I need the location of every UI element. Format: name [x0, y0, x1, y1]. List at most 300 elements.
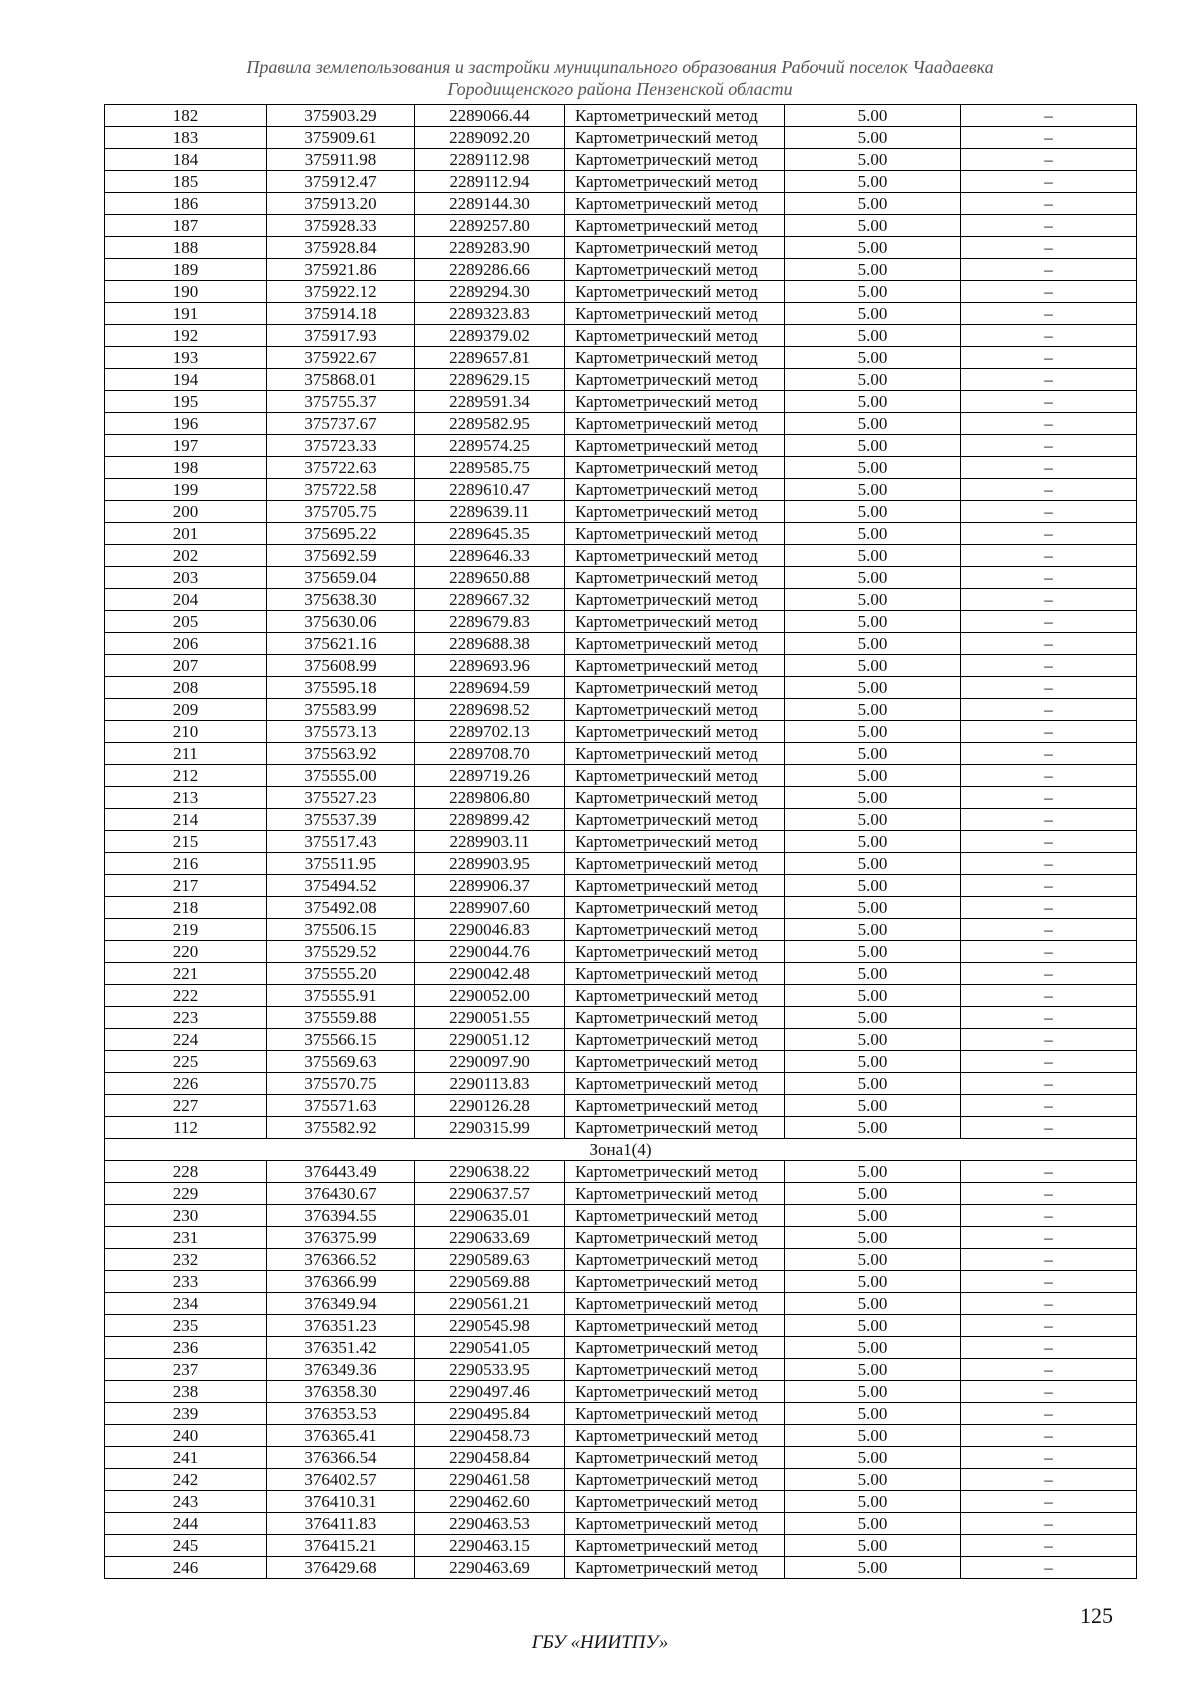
method-cell: Картометрический метод [565, 809, 785, 831]
accuracy-cell: 5.00 [785, 1337, 961, 1359]
table-row [105, 237, 1137, 259]
accuracy-cell: 5.00 [785, 215, 961, 237]
point-number-cell: 211 [105, 743, 267, 765]
accuracy-cell: 5.00 [785, 523, 961, 545]
point-number-cell: 214 [105, 809, 267, 831]
y-coordinate-cell: 2290126.28 [415, 1095, 565, 1117]
y-coordinate-cell: 2290046.83 [415, 919, 565, 941]
method-cell: Картометрический метод [565, 1117, 785, 1139]
point-number-cell: 234 [105, 1293, 267, 1315]
accuracy-cell: 5.00 [785, 237, 961, 259]
table-row [105, 127, 1137, 149]
accuracy-cell: 5.00 [785, 941, 961, 963]
point-number-cell: 245 [105, 1535, 267, 1557]
accuracy-cell: 5.00 [785, 281, 961, 303]
note-cell: – [961, 699, 1137, 721]
y-coordinate-cell: 2289679.83 [415, 611, 565, 633]
x-coordinate-cell: 376353.53 [267, 1403, 415, 1425]
note-cell: – [961, 325, 1137, 347]
accuracy-cell: 5.00 [785, 193, 961, 215]
table-row [105, 1513, 1137, 1535]
table-row [105, 633, 1137, 655]
x-coordinate-cell: 375595.18 [267, 677, 415, 699]
method-cell: Картометрический метод [565, 1293, 785, 1315]
point-number-cell: 213 [105, 787, 267, 809]
table-row [105, 787, 1137, 809]
x-coordinate-cell: 375695.22 [267, 523, 415, 545]
note-cell: – [961, 281, 1137, 303]
method-cell: Картометрический метод [565, 985, 785, 1007]
method-cell: Картометрический метод [565, 831, 785, 853]
accuracy-cell: 5.00 [785, 567, 961, 589]
method-cell: Картометрический метод [565, 1161, 785, 1183]
y-coordinate-cell: 2289112.94 [415, 171, 565, 193]
table-row [105, 677, 1137, 699]
accuracy-cell: 5.00 [785, 1425, 961, 1447]
y-coordinate-cell: 2289112.98 [415, 149, 565, 171]
note-cell: – [961, 1029, 1137, 1051]
x-coordinate-cell: 375555.00 [267, 765, 415, 787]
method-cell: Картометрический метод [565, 1271, 785, 1293]
table-row [105, 963, 1137, 985]
table-row [105, 919, 1137, 941]
point-number-cell: 190 [105, 281, 267, 303]
point-number-cell: 209 [105, 699, 267, 721]
accuracy-cell: 5.00 [785, 105, 961, 127]
x-coordinate-cell: 376375.99 [267, 1227, 415, 1249]
table-row [105, 281, 1137, 303]
x-coordinate-cell: 375638.30 [267, 589, 415, 611]
note-cell: – [961, 919, 1137, 941]
x-coordinate-cell: 375928.84 [267, 237, 415, 259]
y-coordinate-cell: 2289650.88 [415, 567, 565, 589]
method-cell: Картометрический метод [565, 1051, 785, 1073]
x-coordinate-cell: 375559.88 [267, 1007, 415, 1029]
note-cell: – [961, 457, 1137, 479]
accuracy-cell: 5.00 [785, 1227, 961, 1249]
y-coordinate-cell: 2289629.15 [415, 369, 565, 391]
y-coordinate-cell: 2290463.69 [415, 1557, 565, 1579]
table-row [105, 193, 1137, 215]
method-cell: Картометрический метод [565, 149, 785, 171]
table-row [105, 457, 1137, 479]
method-cell: Картометрический метод [565, 875, 785, 897]
method-cell: Картометрический метод [565, 567, 785, 589]
y-coordinate-cell: 2290052.00 [415, 985, 565, 1007]
method-cell: Картометрический метод [565, 963, 785, 985]
y-coordinate-cell: 2290458.73 [415, 1425, 565, 1447]
note-cell: – [961, 435, 1137, 457]
method-cell: Картометрический метод [565, 1205, 785, 1227]
y-coordinate-cell: 2290051.55 [415, 1007, 565, 1029]
table-row [105, 1557, 1137, 1579]
x-coordinate-cell: 376443.49 [267, 1161, 415, 1183]
x-coordinate-cell: 376349.94 [267, 1293, 415, 1315]
note-cell: – [961, 985, 1137, 1007]
point-number-cell: 202 [105, 545, 267, 567]
point-number-cell: 216 [105, 853, 267, 875]
note-cell: – [961, 875, 1137, 897]
point-number-cell: 203 [105, 567, 267, 589]
note-cell: – [961, 1381, 1137, 1403]
x-coordinate-cell: 375912.47 [267, 171, 415, 193]
y-coordinate-cell: 2289323.83 [415, 303, 565, 325]
note-cell: – [961, 1491, 1137, 1513]
y-coordinate-cell: 2289657.81 [415, 347, 565, 369]
point-number-cell: 207 [105, 655, 267, 677]
method-cell: Картометрический метод [565, 611, 785, 633]
y-coordinate-cell: 2290051.12 [415, 1029, 565, 1051]
method-cell: Картометрический метод [565, 1535, 785, 1557]
accuracy-cell: 5.00 [785, 831, 961, 853]
note-cell: – [961, 1315, 1137, 1337]
note-cell: – [961, 1007, 1137, 1029]
table-row [105, 1359, 1137, 1381]
y-coordinate-cell: 2290541.05 [415, 1337, 565, 1359]
method-cell: Картометрический метод [565, 699, 785, 721]
x-coordinate-cell: 375909.61 [267, 127, 415, 149]
accuracy-cell: 5.00 [785, 1073, 961, 1095]
point-number-cell: 241 [105, 1447, 267, 1469]
x-coordinate-cell: 376358.30 [267, 1381, 415, 1403]
y-coordinate-cell: 2289574.25 [415, 435, 565, 457]
table-row [105, 215, 1137, 237]
method-cell: Картометрический метод [565, 633, 785, 655]
point-number-cell: 215 [105, 831, 267, 853]
method-cell: Картометрический метод [565, 941, 785, 963]
note-cell: – [961, 413, 1137, 435]
x-coordinate-cell: 375555.20 [267, 963, 415, 985]
y-coordinate-cell: 2290097.90 [415, 1051, 565, 1073]
note-cell: – [961, 1513, 1137, 1535]
method-cell: Картометрический метод [565, 765, 785, 787]
table-row [105, 171, 1137, 193]
method-cell: Картометрический метод [565, 303, 785, 325]
accuracy-cell: 5.00 [785, 1117, 961, 1139]
method-cell: Картометрический метод [565, 721, 785, 743]
point-number-cell: 240 [105, 1425, 267, 1447]
table-row [105, 1117, 1137, 1139]
x-coordinate-cell: 376349.36 [267, 1359, 415, 1381]
accuracy-cell: 5.00 [785, 1095, 961, 1117]
accuracy-cell: 5.00 [785, 787, 961, 809]
accuracy-cell: 5.00 [785, 853, 961, 875]
point-number-cell: 235 [105, 1315, 267, 1337]
point-number-cell: 233 [105, 1271, 267, 1293]
table-row [105, 1447, 1137, 1469]
y-coordinate-cell: 2289144.30 [415, 193, 565, 215]
header-line-1: Правила землепользования и застройки муниципального образования Рабочий поселок Чаадаевка [246, 57, 994, 77]
x-coordinate-cell: 375563.92 [267, 743, 415, 765]
note-cell: – [961, 1337, 1137, 1359]
note-cell: – [961, 215, 1137, 237]
point-number-cell: 228 [105, 1161, 267, 1183]
y-coordinate-cell: 2289708.70 [415, 743, 565, 765]
accuracy-cell: 5.00 [785, 919, 961, 941]
accuracy-cell: 5.00 [785, 897, 961, 919]
note-cell: – [961, 1469, 1137, 1491]
method-cell: Картометрический метод [565, 919, 785, 941]
accuracy-cell: 5.00 [785, 325, 961, 347]
table-row [105, 1095, 1137, 1117]
note-cell: – [961, 369, 1137, 391]
method-cell: Картометрический метод [565, 787, 785, 809]
point-number-cell: 227 [105, 1095, 267, 1117]
note-cell: – [961, 171, 1137, 193]
y-coordinate-cell: 2289582.95 [415, 413, 565, 435]
method-cell: Картометрический метод [565, 1073, 785, 1095]
x-coordinate-cell: 375492.08 [267, 897, 415, 919]
method-cell: Картометрический метод [565, 501, 785, 523]
accuracy-cell: 5.00 [785, 171, 961, 193]
coordinates-table [104, 104, 1137, 1579]
accuracy-cell: 5.00 [785, 963, 961, 985]
accuracy-cell: 5.00 [785, 809, 961, 831]
note-cell: – [961, 545, 1137, 567]
table-row [105, 1073, 1137, 1095]
x-coordinate-cell: 375705.75 [267, 501, 415, 523]
y-coordinate-cell: 2290042.48 [415, 963, 565, 985]
x-coordinate-cell: 375555.91 [267, 985, 415, 1007]
x-coordinate-cell: 375494.52 [267, 875, 415, 897]
point-number-cell: 182 [105, 105, 267, 127]
accuracy-cell: 5.00 [785, 369, 961, 391]
table-row [105, 1293, 1137, 1315]
accuracy-cell: 5.00 [785, 721, 961, 743]
accuracy-cell: 5.00 [785, 765, 961, 787]
method-cell: Картометрический метод [565, 127, 785, 149]
y-coordinate-cell: 2289286.66 [415, 259, 565, 281]
y-coordinate-cell: 2290561.21 [415, 1293, 565, 1315]
accuracy-cell: 5.00 [785, 677, 961, 699]
accuracy-cell: 5.00 [785, 1205, 961, 1227]
x-coordinate-cell: 376366.99 [267, 1271, 415, 1293]
method-cell: Картометрический метод [565, 897, 785, 919]
note-cell: – [961, 1183, 1137, 1205]
method-cell: Картометрический метод [565, 1359, 785, 1381]
note-cell: – [961, 105, 1137, 127]
y-coordinate-cell: 2289639.11 [415, 501, 565, 523]
x-coordinate-cell: 376365.41 [267, 1425, 415, 1447]
table-row [105, 523, 1137, 545]
table-row [105, 1161, 1137, 1183]
x-coordinate-cell: 376415.21 [267, 1535, 415, 1557]
x-coordinate-cell: 375911.98 [267, 149, 415, 171]
table-row [105, 1271, 1137, 1293]
table-row [105, 743, 1137, 765]
note-cell: – [961, 1535, 1137, 1557]
y-coordinate-cell: 2289906.37 [415, 875, 565, 897]
note-cell: – [961, 237, 1137, 259]
method-cell: Картометрический метод [565, 325, 785, 347]
accuracy-cell: 5.00 [785, 259, 961, 281]
note-cell: – [961, 149, 1137, 171]
y-coordinate-cell: 2289719.26 [415, 765, 565, 787]
accuracy-cell: 5.00 [785, 457, 961, 479]
y-coordinate-cell: 2289294.30 [415, 281, 565, 303]
method-cell: Картометрический метод [565, 545, 785, 567]
table-row [105, 831, 1137, 853]
accuracy-cell: 5.00 [785, 875, 961, 897]
table-row [105, 567, 1137, 589]
zone-label: Зона1(4) [105, 1139, 1137, 1161]
point-number-cell: 200 [105, 501, 267, 523]
table-row [105, 1315, 1137, 1337]
x-coordinate-cell: 375722.58 [267, 479, 415, 501]
method-cell: Картометрический метод [565, 853, 785, 875]
y-coordinate-cell: 2289693.96 [415, 655, 565, 677]
method-cell: Картометрический метод [565, 193, 785, 215]
y-coordinate-cell: 2290533.95 [415, 1359, 565, 1381]
accuracy-cell: 5.00 [785, 479, 961, 501]
point-number-cell: 243 [105, 1491, 267, 1513]
table-row [105, 1051, 1137, 1073]
method-cell: Картометрический метод [565, 413, 785, 435]
header-line-2: Городищенского района Пензенской области [447, 79, 793, 99]
point-number-cell: 192 [105, 325, 267, 347]
note-cell: – [961, 1293, 1137, 1315]
point-number-cell: 194 [105, 369, 267, 391]
table-row [105, 765, 1137, 787]
x-coordinate-cell: 375922.12 [267, 281, 415, 303]
method-cell: Картометрический метод [565, 435, 785, 457]
y-coordinate-cell: 2289688.38 [415, 633, 565, 655]
method-cell: Картометрический метод [565, 105, 785, 127]
method-cell: Картометрический метод [565, 1227, 785, 1249]
x-coordinate-cell: 375917.93 [267, 325, 415, 347]
table-row [105, 545, 1137, 567]
note-cell: – [961, 831, 1137, 853]
y-coordinate-cell: 2289702.13 [415, 721, 565, 743]
note-cell: – [961, 655, 1137, 677]
method-cell: Картометрический метод [565, 479, 785, 501]
table-row [105, 721, 1137, 743]
note-cell: – [961, 765, 1137, 787]
y-coordinate-cell: 2289667.32 [415, 589, 565, 611]
method-cell: Картометрический метод [565, 1557, 785, 1579]
note-cell: – [961, 1073, 1137, 1095]
accuracy-cell: 5.00 [785, 1557, 961, 1579]
note-cell: – [961, 523, 1137, 545]
accuracy-cell: 5.00 [785, 1359, 961, 1381]
x-coordinate-cell: 375571.63 [267, 1095, 415, 1117]
y-coordinate-cell: 2289379.02 [415, 325, 565, 347]
x-coordinate-cell: 375582.92 [267, 1117, 415, 1139]
note-cell: – [961, 1249, 1137, 1271]
point-number-cell: 212 [105, 765, 267, 787]
y-coordinate-cell: 2289907.60 [415, 897, 565, 919]
table-row [105, 1469, 1137, 1491]
method-cell: Картометрический метод [565, 281, 785, 303]
point-number-cell: 239 [105, 1403, 267, 1425]
y-coordinate-cell: 2289806.80 [415, 787, 565, 809]
point-number-cell: 199 [105, 479, 267, 501]
note-cell: – [961, 1403, 1137, 1425]
y-coordinate-cell: 2289645.35 [415, 523, 565, 545]
method-cell: Картометрический метод [565, 523, 785, 545]
y-coordinate-cell: 2289694.59 [415, 677, 565, 699]
method-cell: Картометрический метод [565, 171, 785, 193]
table-row [105, 985, 1137, 1007]
note-cell: – [961, 721, 1137, 743]
table-row [105, 1205, 1137, 1227]
point-number-cell: 230 [105, 1205, 267, 1227]
x-coordinate-cell: 375537.39 [267, 809, 415, 831]
table-row [105, 875, 1137, 897]
accuracy-cell: 5.00 [785, 1271, 961, 1293]
point-number-cell: 246 [105, 1557, 267, 1579]
table-row [105, 479, 1137, 501]
y-coordinate-cell: 2289698.52 [415, 699, 565, 721]
method-cell: Картометрический метод [565, 655, 785, 677]
note-cell: – [961, 501, 1137, 523]
x-coordinate-cell: 375569.63 [267, 1051, 415, 1073]
note-cell: – [961, 589, 1137, 611]
method-cell: Картометрический метод [565, 347, 785, 369]
point-number-cell: 229 [105, 1183, 267, 1205]
method-cell: Картометрический метод [565, 369, 785, 391]
accuracy-cell: 5.00 [785, 699, 961, 721]
method-cell: Картометрический метод [565, 1337, 785, 1359]
x-coordinate-cell: 375737.67 [267, 413, 415, 435]
table-row [105, 589, 1137, 611]
page-footer: ГБУ «НИИТПУ» [531, 1632, 669, 1653]
note-cell: – [961, 633, 1137, 655]
method-cell: Картометрический метод [565, 259, 785, 281]
accuracy-cell: 5.00 [785, 1491, 961, 1513]
accuracy-cell: 5.00 [785, 1183, 961, 1205]
method-cell: Картометрический метод [565, 215, 785, 237]
x-coordinate-cell: 375914.18 [267, 303, 415, 325]
accuracy-cell: 5.00 [785, 1447, 961, 1469]
method-cell: Картометрический метод [565, 1249, 785, 1271]
y-coordinate-cell: 2290461.58 [415, 1469, 565, 1491]
x-coordinate-cell: 375868.01 [267, 369, 415, 391]
accuracy-cell: 5.00 [785, 1293, 961, 1315]
note-cell: – [961, 1359, 1137, 1381]
x-coordinate-cell: 375529.52 [267, 941, 415, 963]
point-number-cell: 206 [105, 633, 267, 655]
x-coordinate-cell: 375583.99 [267, 699, 415, 721]
table-row [105, 325, 1137, 347]
y-coordinate-cell: 2290569.88 [415, 1271, 565, 1293]
accuracy-cell: 5.00 [785, 1007, 961, 1029]
table-row [105, 413, 1137, 435]
point-number-cell: 187 [105, 215, 267, 237]
x-coordinate-cell: 375511.95 [267, 853, 415, 875]
y-coordinate-cell: 2289591.34 [415, 391, 565, 413]
method-cell: Картометрический метод [565, 1381, 785, 1403]
table-row [105, 391, 1137, 413]
point-number-cell: 236 [105, 1337, 267, 1359]
accuracy-cell: 5.00 [785, 347, 961, 369]
note-cell: – [961, 941, 1137, 963]
method-cell: Картометрический метод [565, 1183, 785, 1205]
x-coordinate-cell: 376394.55 [267, 1205, 415, 1227]
x-coordinate-cell: 375527.23 [267, 787, 415, 809]
note-cell: – [961, 787, 1137, 809]
method-cell: Картометрический метод [565, 1029, 785, 1051]
y-coordinate-cell: 2289646.33 [415, 545, 565, 567]
point-number-cell: 204 [105, 589, 267, 611]
accuracy-cell: 5.00 [785, 545, 961, 567]
y-coordinate-cell: 2289903.95 [415, 853, 565, 875]
x-coordinate-cell: 375608.99 [267, 655, 415, 677]
x-coordinate-cell: 375570.75 [267, 1073, 415, 1095]
point-number-cell: 189 [105, 259, 267, 281]
table-row [105, 303, 1137, 325]
point-number-cell: 225 [105, 1051, 267, 1073]
